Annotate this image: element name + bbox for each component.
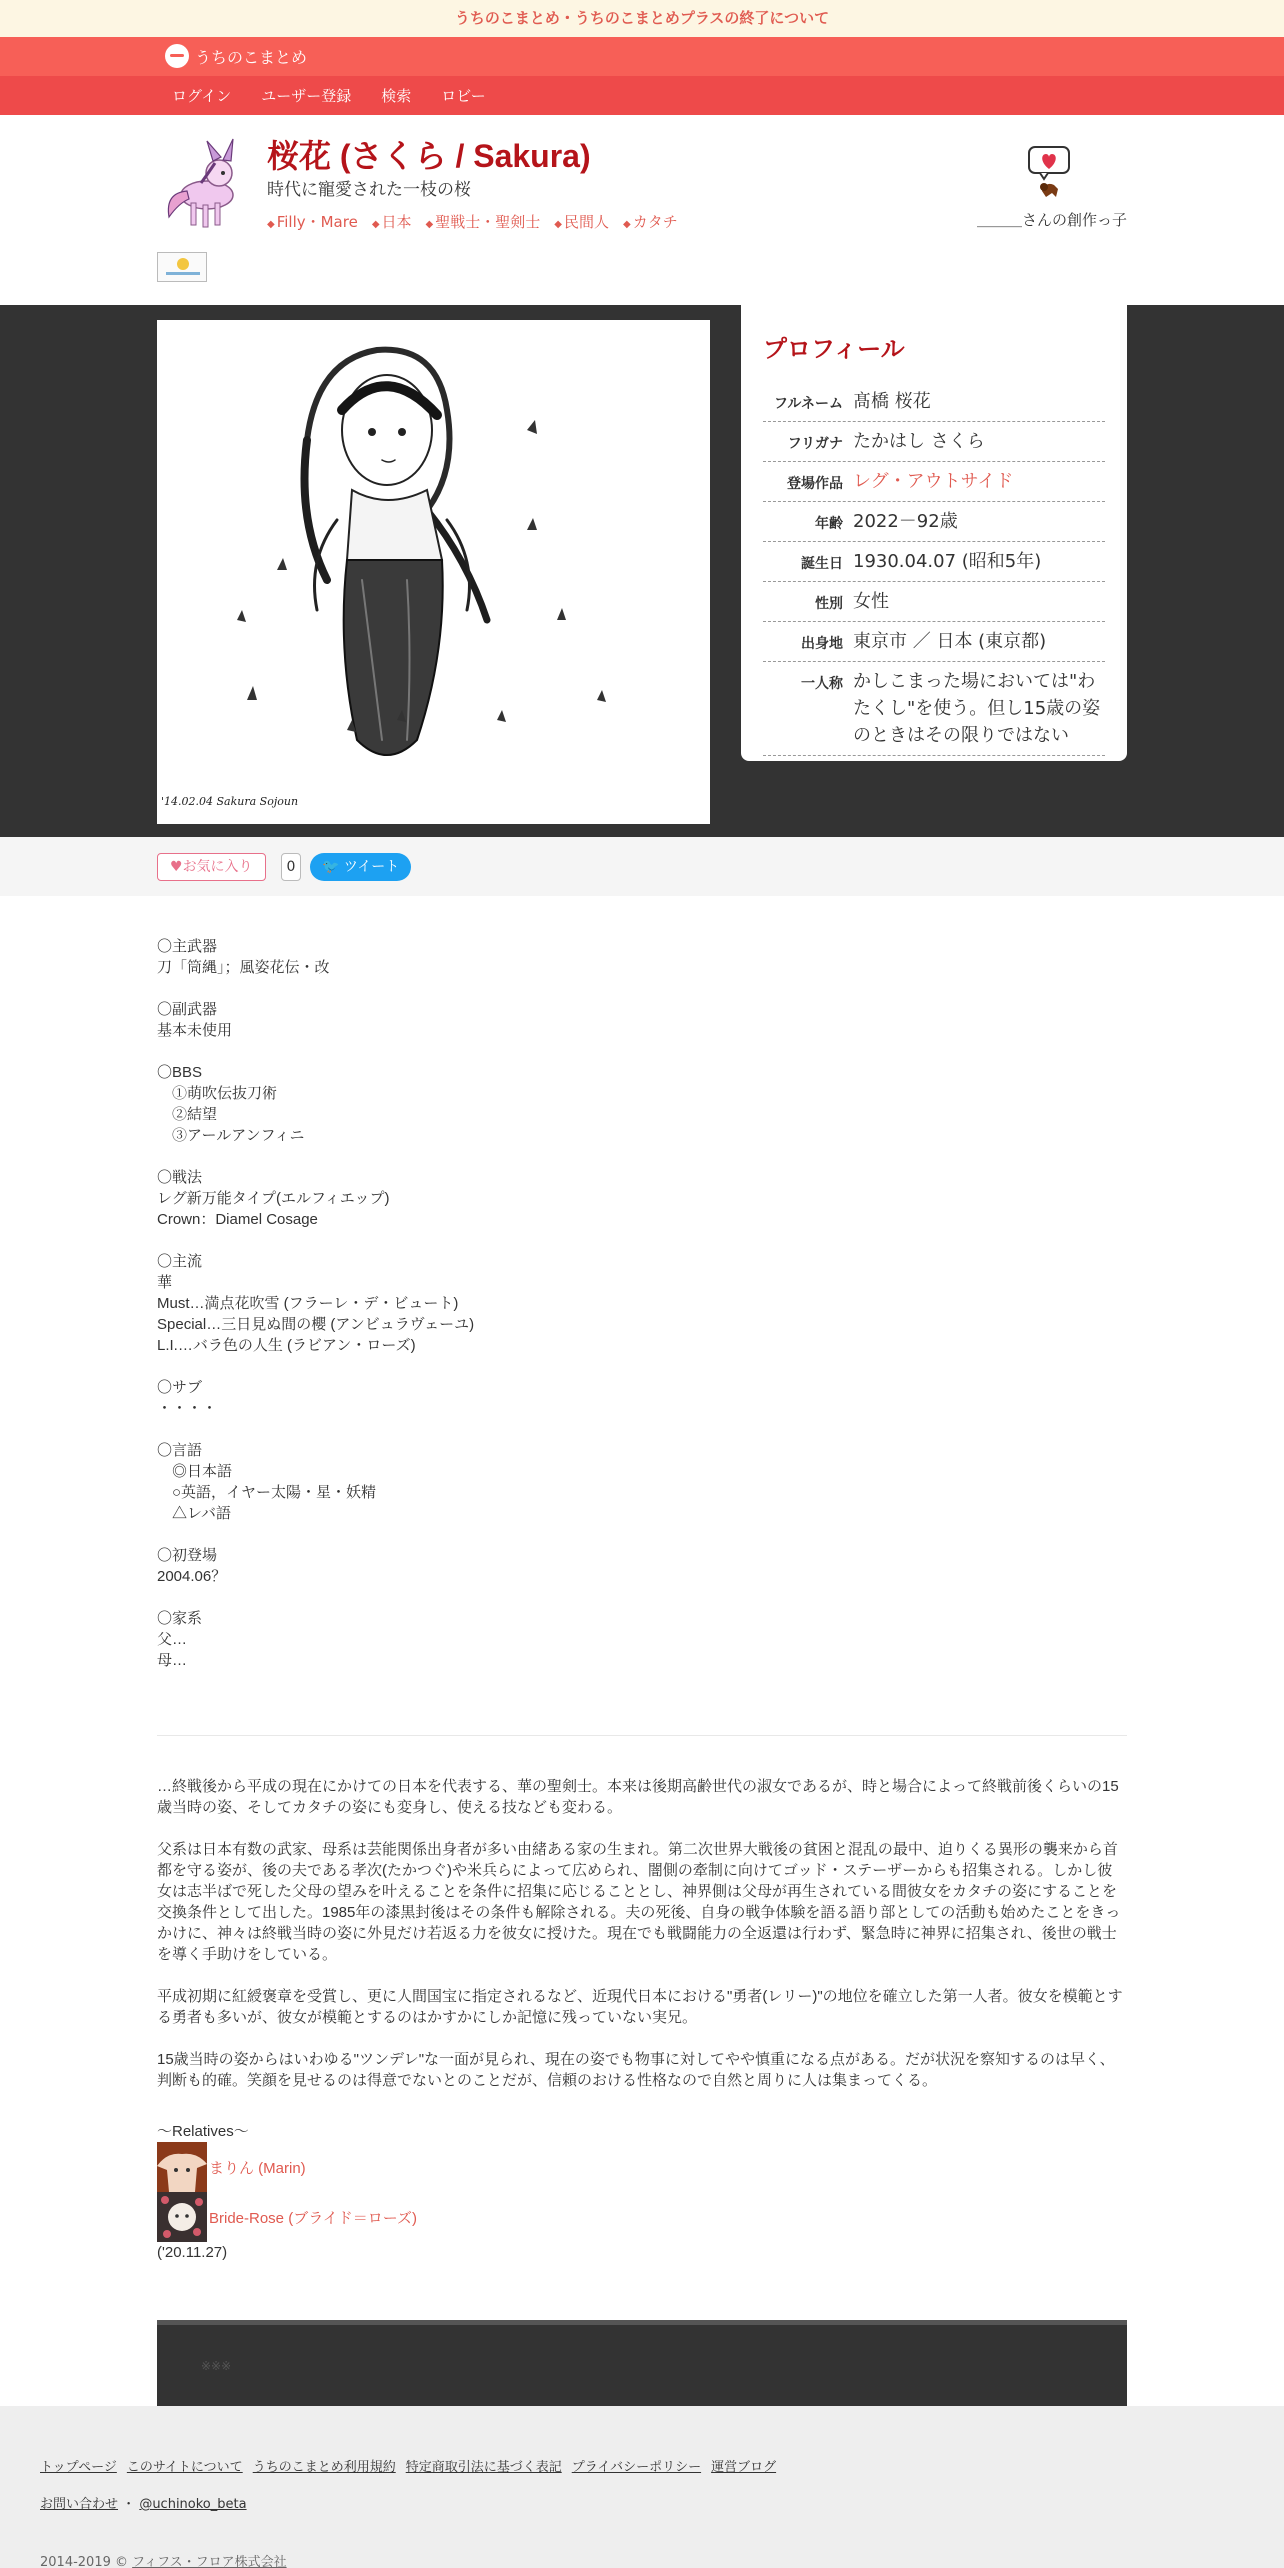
main-content — [0, 896, 1284, 2263]
profile-key: 性別 — [815, 596, 843, 612]
copyright-text: 2014-2019 © — [40, 2555, 128, 2568]
site-logo[interactable] — [165, 44, 307, 68]
profile-key: フリガナ — [787, 436, 843, 452]
nav-register[interactable]: ユーザー登録 — [261, 87, 352, 105]
brand-bar — [0, 37, 1284, 76]
nav-login[interactable]: ログイン — [172, 87, 232, 105]
relatives-title: ～Relatives～ — [157, 2123, 249, 2140]
story-paragraph: 父系は日本有数の武家、母系は芸能関係出身者が多い由緒ある家の生まれ。第二次世界大戦後の貧困と混乱の最中、迫りくる異形の襲来から首都を守る姿が、後の夫である孝次(たかつぐ)や米兵らによって広められ、闇側の牽制に向けてゴッド・ステーザーからも招集される。しかし彼女は志半ばで死した父母の望みを叶えることを条件に招集に応じることとし、神界側は父母が再生されている間彼女をカタチの姿にすることを交換条件として出した。1985年の漆黒封後はその条件も解除される。夫の死後、自身の戦争体験を語る語り部としての活動も始めたことをきっかけに、神々は終戦当時の姿に外見だけ若返る力を彼女に授けた。現在でも戦闘能力の全返還は行わず、緊急時に神界に招集され、後世の戦士を導く手助けをしている。 — [157, 1841, 1121, 1963]
profile-value: 1930.04.07 (昭和5年) — [853, 551, 1042, 572]
profile-value: 女性 — [853, 591, 889, 612]
profile-row-work — [763, 462, 1105, 502]
heart-icon: ♥ — [170, 859, 183, 875]
profile-row-gender — [763, 582, 1105, 622]
favorite-label: お気に入り — [182, 859, 253, 875]
service-end-notice[interactable]: うちのこまとめ・うちのこまとめプラスの終了について — [0, 0, 1284, 37]
relative-thumbnail-icon — [157, 2192, 207, 2242]
portrait-stage — [0, 305, 1284, 837]
twitter-bird-icon: 🐦 — [322, 859, 344, 875]
relative-item-marin[interactable] — [157, 2142, 1127, 2192]
profile-row-furigana — [763, 422, 1105, 462]
profile-value: かしこまった場においては"わたくし"を使う。但し15歳の姿のときはその限りではない — [853, 671, 1101, 746]
profile-row-fullname — [763, 382, 1105, 422]
logo-icon — [165, 44, 189, 68]
story-paragraph: 平成初期に紅綬褒章を受賞し、更に人間国宝に指定されるなど、近現代日本における"勇者(レリー)"の地位を確立した第一人者。彼女を模範とする勇者も多いが、彼女が模範とするのはかすかにしか記憶に残っていない実兄。 — [157, 1988, 1123, 2026]
character-catchphrase: 時代に寵愛された一枝の桜 — [267, 180, 471, 200]
profile-value: たかはし さくら — [853, 431, 985, 452]
profile-card — [741, 305, 1127, 761]
story-paragraph: 15歳当時の姿からはいわゆる"ツンデレ"な一面が見られ、現在の姿でも物事に対してやや慎重になる点がある。だが状況を察知するのは早く、判断も的確。笑顔を見せるのは得意でないとのことだが、信頼のおける性格なので自然と周りに人は集まってくる。 — [157, 2051, 1115, 2089]
site-name: うちのこまとめ — [195, 47, 308, 67]
profile-value: 髙橋 桜花 — [853, 391, 931, 412]
profile-key: 一人称 — [801, 676, 843, 692]
tweet-label: ツイート — [343, 859, 400, 875]
profile-key: 出身地 — [801, 636, 843, 652]
footer-link-commerce-law[interactable]: 特定商取引法に基づく表記 — [405, 2460, 562, 2475]
character-avatar-icon[interactable] — [157, 133, 257, 233]
comment-area — [157, 2320, 1127, 2406]
profile-key: フルネーム — [773, 396, 843, 412]
company-link[interactable]: フィフス・フロア株式会社 — [132, 2555, 287, 2568]
footer-link-top[interactable]: トップページ — [40, 2460, 117, 2475]
character-illustration[interactable] — [157, 320, 710, 824]
action-bar — [0, 837, 1284, 896]
profile-key: 年齢 — [815, 516, 843, 532]
profile-row-birthday — [763, 542, 1105, 582]
section-divider — [157, 1735, 1127, 1736]
character-story — [157, 1776, 1127, 2091]
footer-link-privacy[interactable]: プライバシーポリシー — [571, 2460, 702, 2475]
illustration-signature: '14.02.04 Sakura Sojoun — [161, 795, 299, 808]
relative-name: Bride-Rose (ブライド＝ローズ) — [209, 2209, 417, 2227]
profile-row-pronoun — [763, 662, 1105, 756]
footer-separator: ・ — [122, 2497, 136, 2512]
profile-title: プロフィール — [763, 335, 905, 363]
footer-link-terms[interactable]: うちのこまとめ利用規約 — [252, 2460, 396, 2475]
character-name: 桜花 (さくら / Sakura) — [267, 138, 591, 174]
profile-value: 2022－92歳 — [853, 511, 958, 532]
footer-twitter-link[interactable]: @uchinoko_beta — [139, 2497, 247, 2512]
tag-holy-warrior[interactable]: ◆ 聖戦士・聖剣士 — [426, 211, 541, 232]
profile-key: 誕生日 — [801, 556, 843, 572]
relatives-section — [157, 2121, 1127, 2263]
profile-row-birthplace — [763, 622, 1105, 662]
main-nav — [0, 76, 1284, 115]
relative-name: まりん (Marin) — [209, 2159, 306, 2177]
nav-lobby[interactable]: ロビー — [441, 87, 486, 105]
tag-japan[interactable]: ◆ 日本 — [372, 211, 412, 232]
relatives-date: ('20.11.27) — [157, 2244, 228, 2261]
relative-item-bride-rose[interactable] — [157, 2192, 1127, 2242]
story-paragraph: …終戦後から平成の現在にかけての日本を代表する、華の聖剣士。本来は後期高齢世代の淑女であるが、時と場合によって終戦前後くらいの15歳当時の姿、そしてカタチの姿にも変身し、使える技なども変わる。 — [157, 1778, 1119, 1816]
tag-list — [267, 211, 678, 232]
relative-thumbnail-icon — [157, 2142, 207, 2192]
footer-link-about[interactable]: このサイトについて — [126, 2460, 243, 2475]
creator-heart-icon — [1026, 145, 1072, 199]
favorite-button[interactable] — [157, 853, 266, 881]
sketch-image — [157, 320, 710, 824]
copyright — [40, 2551, 287, 2568]
site-footer — [0, 2406, 1284, 2568]
creator-link[interactable]: ＿＿＿さんの創作っ子 — [976, 211, 1127, 229]
nav-search[interactable]: 検索 — [381, 87, 412, 105]
footer-contact-link[interactable]: お問い合わせ — [40, 2497, 119, 2512]
favorite-count: 0 — [281, 853, 301, 881]
profile-value: 東京市 ／ 日本 (東京都) — [853, 631, 1047, 652]
profile-row-age — [763, 502, 1105, 542]
tweet-button[interactable] — [310, 853, 411, 881]
profile-work-link[interactable]: レグ・アウトサイド — [853, 471, 1014, 492]
tag-filly-mare[interactable]: ◆ Filly・Mare — [267, 211, 358, 232]
tag-katachi[interactable]: ◆ カタチ — [623, 211, 678, 232]
character-header — [0, 115, 1284, 305]
profile-key: 登場作品 — [787, 476, 843, 492]
character-details: 〇主武器 刀「筒縄」；風姿花伝・改 〇副武器 基本未使用 〇BBS ①萌吹伝抜刀術 ②結望 ③アールアンフィニ 〇戦法 レグ新万能タイプ(エルフィエップ) Crown：Diamel Cosage 〇主流 華 Must…満点花吹雪 (フラーレ・デ・ビュート) Special…三日見ぬ間の櫻 (アンビュラヴェーユ) L.I.…バラ色の人生 (ラビアン・ローズ) 〇サブ ・・・・ 〇言語 ◎日本語 ○英語，イヤー太陽・星・妖精 △レバ語 〇初登場 2004.06？ 〇家系 父… 母… — [157, 938, 475, 1669]
comment-area-text: ※※※ — [201, 2359, 232, 2373]
light-bulb-icon[interactable] — [157, 252, 207, 282]
footer-link-blog[interactable]: 運営ブログ — [711, 2460, 777, 2475]
tag-civilian[interactable]: ◆ 民間人 — [554, 211, 609, 232]
